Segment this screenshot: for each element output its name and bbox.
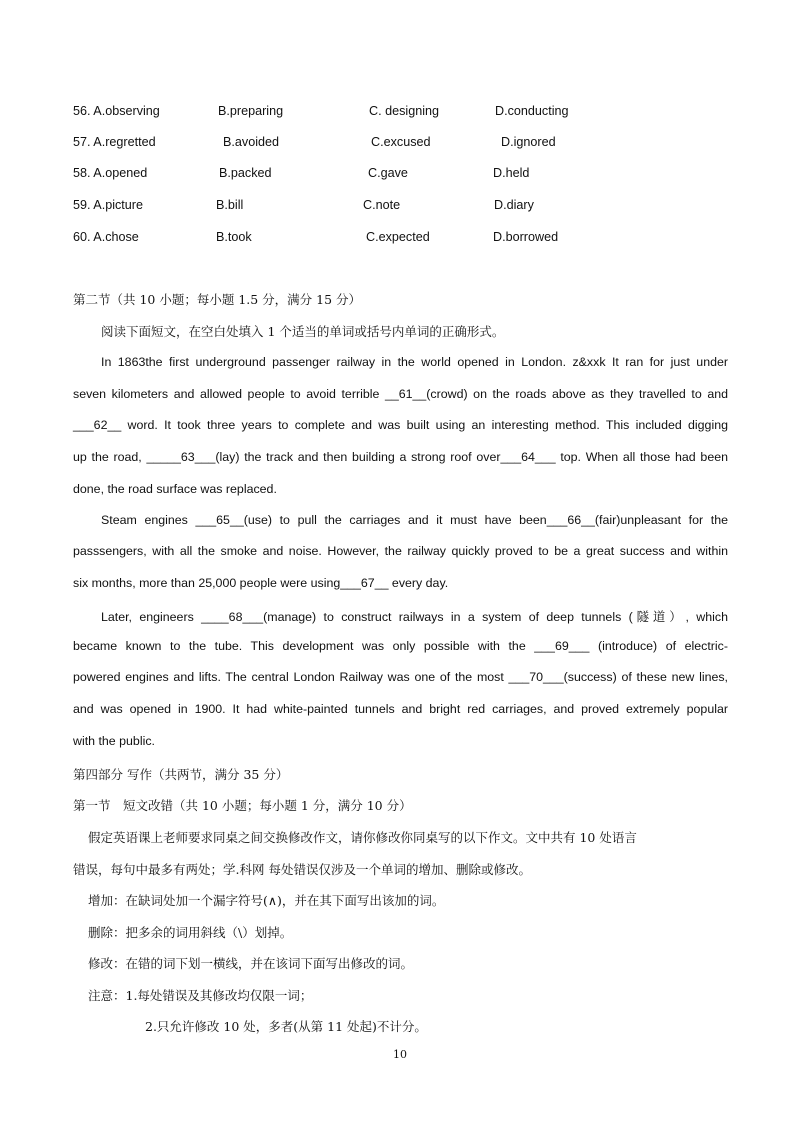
part4-note-2: 2.只允许修改 10 处，多者(从第 11 处起)不计分。 — [145, 1019, 427, 1034]
passage-line-6: Steam engines ___65__(use) to pull the carriages and it must have been___66__(fair)unpleasant for the — [101, 513, 728, 527]
passage-line-4: up the road, _____63___(lay) the track and then building a strong roof over___64___ top. When all those had been — [73, 450, 728, 464]
option-a: 59. A.picture — [73, 198, 144, 212]
option-b: B.bill — [216, 198, 244, 212]
option-c: C.note — [363, 198, 401, 212]
part4-intro-line2: 错误，每句中最多有两处；学.科网 每处错误仅涉及一个单词的增加、删除或修改。 — [73, 862, 531, 877]
part4-delete-rule: 删除：把多余的词用斜线（\）划掉。 — [88, 925, 293, 940]
passage-line-3: ___62__ word. It took three years to complete and was built using an interesting method. This included digging — [73, 418, 728, 432]
passage-line-1: In 1863the first underground passenger railway in the world opened in London. z&xxk It ran for just under — [101, 355, 728, 369]
passage-line-2: seven kilometers and allowed people to avoid terrible __61__(crowd) on the roads above as they travelled to and — [73, 387, 728, 401]
part4-modify-rule: 修改：在错的词下划一横线，并在该词下面写出修改的词。 — [88, 956, 414, 971]
page-number: 10 — [393, 1048, 407, 1061]
option-d: D.conducting — [495, 104, 569, 118]
passage-line-8: six months, more than 25,000 people were using___67__ every day. — [73, 576, 449, 590]
option-b: B.avoided — [223, 135, 280, 149]
part4-heading: 第四部分 写作（共两节，满分 35 分） — [73, 767, 289, 782]
option-d: D.held — [493, 166, 530, 180]
passage-line-11: powered engines and lifts. The central London Railway was one of the most ___70___(success) of these new lines, — [73, 670, 728, 684]
option-a: 56. A.observing — [73, 104, 160, 118]
option-c: C. designing — [369, 104, 440, 118]
option-c: C.gave — [368, 166, 408, 180]
option-a: 58. A.opened — [73, 166, 148, 180]
option-b: B.took — [216, 230, 252, 244]
section2-instruction: 阅读下面短文，在空白处填入 1 个适当的单词或括号内单词的正确形式。 — [101, 324, 505, 339]
part4-note-1: 注意：1.每处错误及其修改均仅限一词； — [88, 988, 313, 1003]
passage-line-10: became known to the tube. This development was only possible with the ___69___ (introduce) of electric- — [73, 639, 728, 653]
section2-heading: 第二节（共 10 小题；每小题 1.5 分，满分 15 分） — [73, 292, 362, 307]
option-b: B.preparing — [218, 104, 284, 118]
part4-add-rule: 增加：在缺词处加一个漏字符号(∧)，并在其下面写出该加的词。 — [88, 893, 445, 908]
part4-section1-heading: 第一节 短文改错（共 10 小题；每小题 1 分，满分 10 分） — [73, 798, 412, 813]
option-d: D.ignored — [501, 135, 556, 149]
option-d: D.diary — [494, 198, 534, 212]
passage-line-5: done, the road surface was replaced. — [73, 482, 277, 496]
option-a: 60. A.chose — [73, 230, 139, 244]
option-b: B.packed — [219, 166, 272, 180]
option-c: C.excused — [371, 135, 431, 149]
option-d: D.borrowed — [493, 230, 559, 244]
option-a: 57. A.regretted — [73, 135, 156, 149]
part4-intro-line1: 假定英语课上老师要求同桌之间交换修改作文，请你修改你同桌写的以下作文。文中共有 10 处语言 — [88, 830, 637, 845]
passage-line-9: Later, engineers ____68___(manage) to construct railways in a system of deep tunnels (隧道）, which — [101, 610, 728, 624]
option-c: C.expected — [366, 230, 430, 244]
passage-line-7: passsengers, with all the smoke and noise. However, the railway quickly proved to be a great success and within — [73, 544, 728, 558]
passage-line-13: with the public. — [73, 734, 155, 748]
passage-line-12: and was opened in 1900. It had white-painted tunnels and bright red carriages, and proved extremely popular — [73, 702, 728, 716]
